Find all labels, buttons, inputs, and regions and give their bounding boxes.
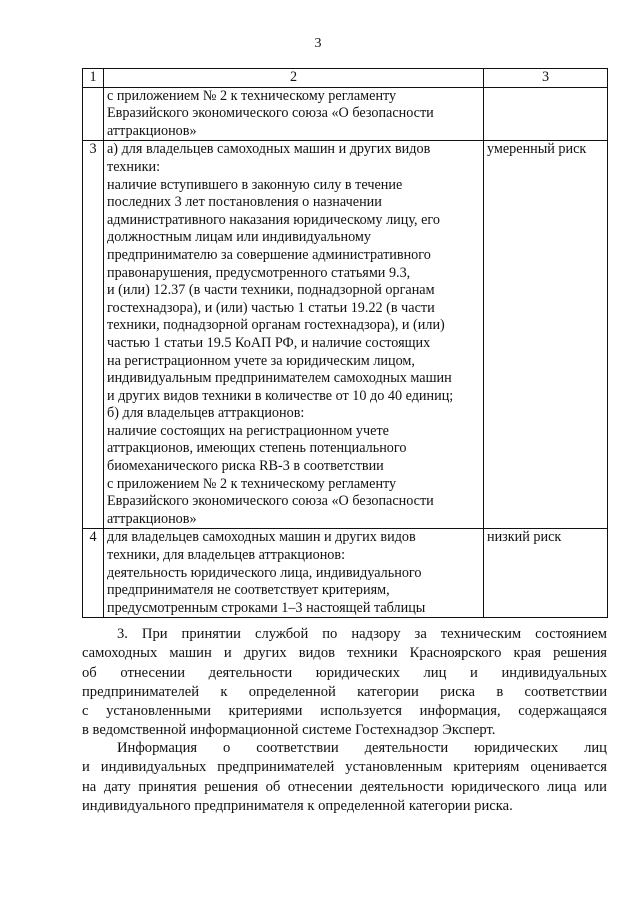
- text-line: предусмотренным строками 1–3 настоящей таблицы: [107, 599, 426, 616]
- table-row-3: [83, 141, 608, 529]
- paragraph-line: с установленными критериями используется информация, содержащаяся: [82, 703, 607, 720]
- text-line: б) для владельцев аттракционов:: [107, 405, 305, 422]
- text-line: а) для владельцев самоходных машин и других видов: [107, 141, 431, 158]
- paragraph-line: и индивидуальных предпринимателей установленным критериям оценивается: [82, 759, 607, 776]
- text-line: должностным лицам или индивидуальному: [107, 229, 371, 246]
- paragraph-line: об отнесении деятельности юридических лиц и индивидуальных: [82, 664, 607, 681]
- text-line: предпринимателю за совершение административного: [107, 246, 431, 263]
- paragraph-line: в ведомственной информационной системе Гостехнадзор Эксперт.: [82, 722, 496, 739]
- paragraph-line: 3. При принятии службой по надзору за техническим состоянием: [117, 626, 607, 642]
- risk-criteria-table: [82, 68, 608, 618]
- text-line: административного наказания юридическому лицу, его: [107, 211, 440, 228]
- table-row-4: [83, 529, 608, 618]
- text-line: Евразийского экономического союза «О безопасности: [107, 105, 434, 122]
- table-header-row: [83, 69, 608, 88]
- paragraph-line: Информация о соответствии деятельности юридических лиц: [117, 740, 607, 756]
- column-header-1: 1: [83, 69, 104, 88]
- text-line: на регистрационном учете за юридическим лицом,: [107, 352, 415, 369]
- paragraph-3: [82, 625, 607, 741]
- criteria-text: [104, 529, 484, 618]
- text-line: предпринимателя не соответствует критериям,: [107, 582, 390, 599]
- criteria-text: [104, 141, 484, 529]
- column-header-2: 2: [104, 69, 484, 88]
- row-number: 3: [83, 141, 104, 529]
- text-line: аттракционов, имеющих степень потенциального: [107, 440, 407, 457]
- paragraph-line: предпринимателей к определенной категории риска в соответствии: [82, 683, 607, 700]
- text-line: биомеханического риска RB-3 в соответствии: [107, 458, 384, 475]
- text-line: индивидуальным предпринимателем самоходных машин: [107, 370, 452, 387]
- text-line: частью 1 статьи 19.5 КоАП РФ, и наличие состоящих: [107, 334, 431, 351]
- text-line: правонарушения, предусмотренного статьями 9.3,: [107, 264, 411, 281]
- text-line: с приложением № 2 к техническому регламенту: [107, 475, 397, 492]
- text-line: аттракционов»: [107, 510, 197, 527]
- paragraph-information: [82, 739, 607, 816]
- text-line: наличие состоящих на регистрационном учете: [107, 422, 389, 439]
- paragraph-line: индивидуального предпринимателя к определенной категории риска.: [82, 797, 513, 814]
- risk-category: низкий риск: [484, 529, 608, 618]
- text-line: наличие вступившего в законную силу в течение: [107, 176, 403, 193]
- text-line: техники:: [107, 158, 161, 175]
- text-line: деятельность юридического лица, индивидуального: [107, 564, 422, 581]
- row-number: 4: [83, 529, 104, 618]
- column-header-3: 3: [484, 69, 608, 88]
- criteria-text: [104, 87, 484, 141]
- paragraph-line: самоходных машин и других видов техники Красноярского края решения: [82, 645, 607, 662]
- text-line: и других видов техники в количестве от 10 до 40 единиц;: [107, 387, 454, 404]
- text-line: с приложением № 2 к техническому регламенту: [107, 87, 397, 104]
- text-line: техники, для владельцев аттракционов:: [107, 547, 346, 564]
- text-line: Евразийского экономического союза «О безопасности: [107, 493, 434, 510]
- page-number: 3: [314, 36, 322, 51]
- text-line: аттракционов»: [107, 122, 197, 139]
- text-line: и (или) 12.37 (в части техники, поднадзорной органам: [107, 282, 435, 299]
- text-line: для владельцев самоходных машин и других видов: [107, 529, 416, 546]
- row-number: [83, 87, 104, 141]
- paragraph-line: на дату принятия решения об отнесении деятельности юридического лица или: [82, 778, 607, 795]
- risk-category: умеренный риск: [484, 141, 608, 529]
- risk-category: [484, 87, 608, 141]
- text-line: гостехнадзора), и (или) частью 1 статьи 19.22 (в части: [107, 299, 435, 316]
- table-row-continuation: [83, 87, 608, 141]
- text-line: техники, поднадзорной органам гостехнадзора), и (или): [107, 317, 445, 334]
- text-line: последних 3 лет постановления о назначении: [107, 194, 382, 211]
